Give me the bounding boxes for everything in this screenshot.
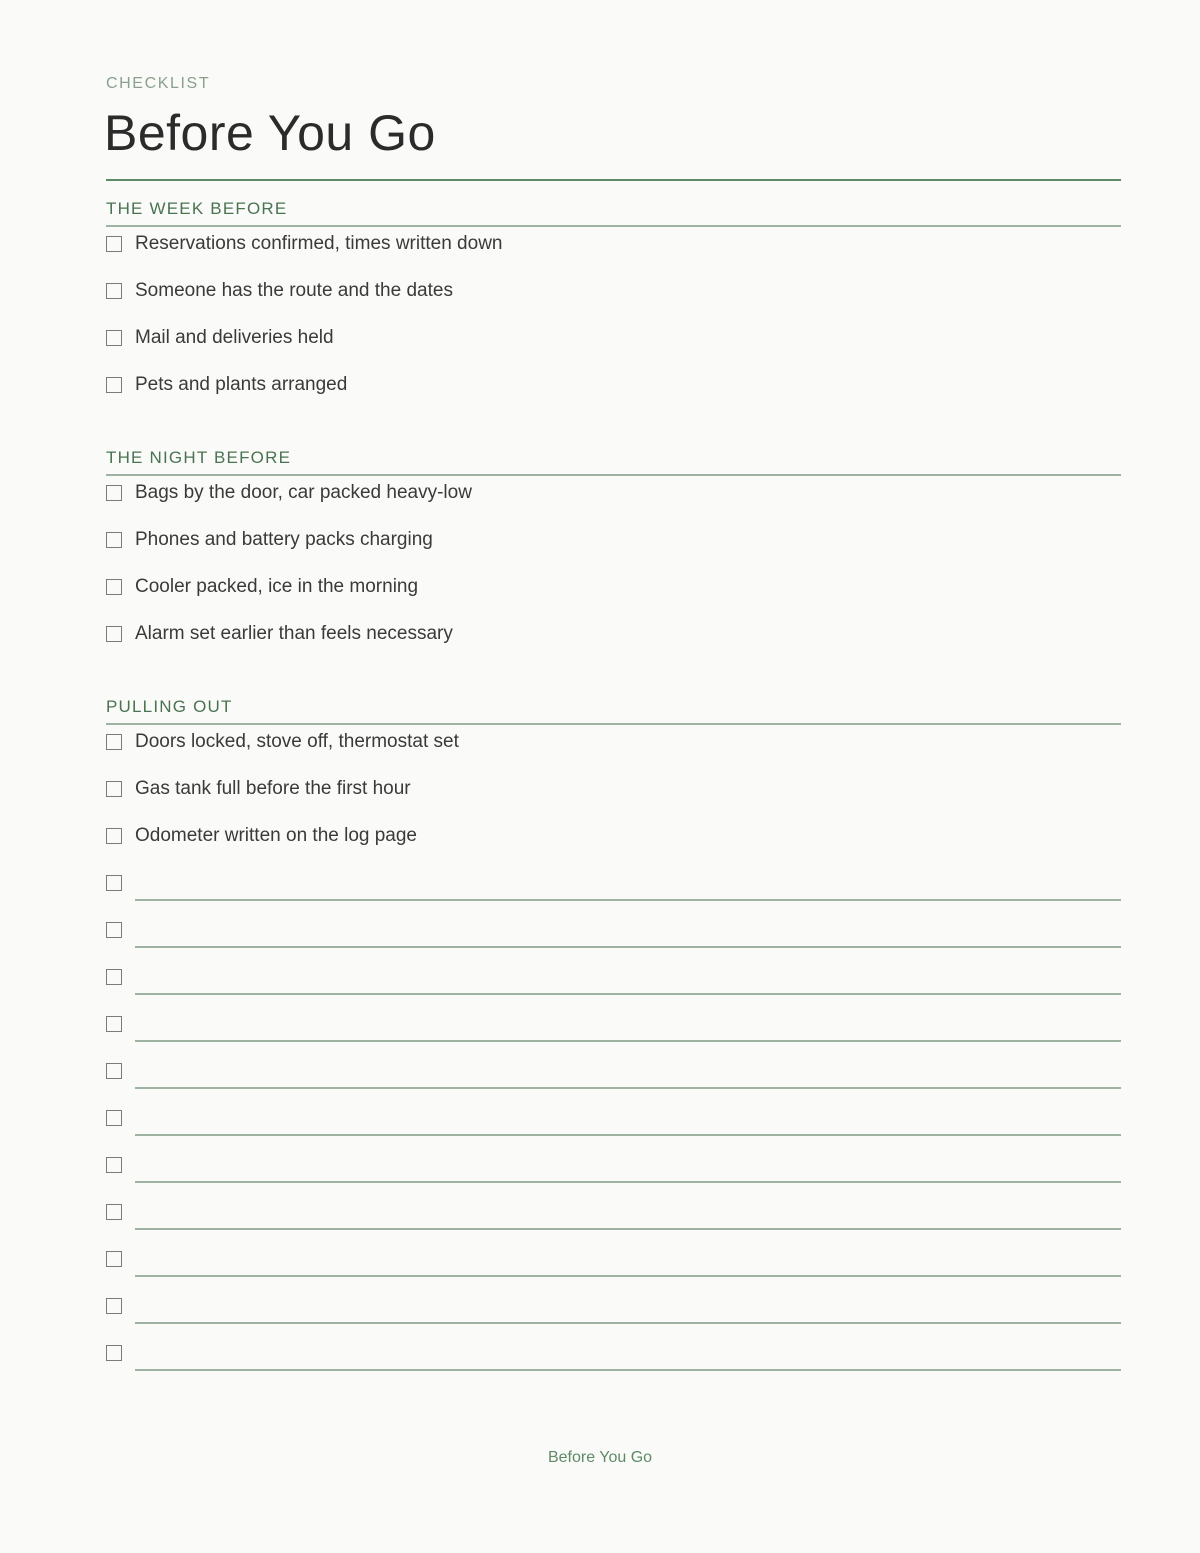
checklist-item <box>106 368 1121 415</box>
section-heading: THE NIGHT BEFORE <box>106 448 1121 476</box>
checklist-item <box>106 321 1121 368</box>
checklist-item <box>106 570 1121 617</box>
write-in-line[interactable] <box>135 1369 1121 1371</box>
section-pulling-out <box>106 697 1121 1383</box>
checklist-item <box>106 617 1121 664</box>
checklist-item <box>106 227 1121 274</box>
checkbox[interactable] <box>106 579 122 595</box>
checklist-item-label: Someone has the route and the dates <box>135 280 453 301</box>
page-footer: Before You Go <box>547 1449 653 1466</box>
checkbox[interactable] <box>106 626 122 642</box>
write-in-line[interactable] <box>135 1134 1121 1136</box>
blank-items-list <box>106 866 1121 1383</box>
blank-checklist-item <box>106 1289 1121 1336</box>
section-heading: THE WEEK BEFORE <box>106 199 1121 227</box>
page-title: Before You Go <box>104 105 436 161</box>
checklist-item <box>106 476 1121 523</box>
checkbox[interactable] <box>106 1345 122 1361</box>
blank-checklist-item <box>106 1195 1121 1242</box>
checklist-item <box>106 274 1121 321</box>
checklist-item-label: Phones and battery packs charging <box>135 529 433 550</box>
checkbox[interactable] <box>106 330 122 346</box>
write-in-line[interactable] <box>135 1040 1121 1042</box>
write-in-line[interactable] <box>135 1275 1121 1277</box>
checklist-item-label: Cooler packed, ice in the morning <box>135 576 419 597</box>
checkbox[interactable] <box>106 1298 122 1314</box>
checklist-item-label: Gas tank full before the first hour <box>135 778 411 799</box>
blank-checklist-item <box>106 866 1121 913</box>
blank-checklist-item <box>106 913 1121 960</box>
checkbox[interactable] <box>106 1016 122 1032</box>
page-eyebrow: CHECKLIST <box>106 75 211 92</box>
write-in-line[interactable] <box>135 993 1121 995</box>
checklist-item <box>106 819 1121 866</box>
blank-checklist-item <box>106 960 1121 1007</box>
checkbox[interactable] <box>106 283 122 299</box>
blank-checklist-item <box>106 1242 1121 1289</box>
checklist-item-label: Mail and deliveries held <box>135 327 334 348</box>
checkbox[interactable] <box>106 1063 122 1079</box>
checkbox[interactable] <box>106 1110 122 1126</box>
checkbox[interactable] <box>106 734 122 750</box>
checkbox[interactable] <box>106 922 122 938</box>
checklist-item-label: Bags by the door, car packed heavy-low <box>135 482 472 503</box>
section-week-before <box>106 199 1121 415</box>
checklist-item <box>106 725 1121 772</box>
blank-checklist-item <box>106 1007 1121 1054</box>
write-in-line[interactable] <box>135 899 1121 901</box>
checkbox[interactable] <box>106 485 122 501</box>
write-in-line[interactable] <box>135 1181 1121 1183</box>
checklist-item-label: Pets and plants arranged <box>135 374 348 395</box>
write-in-line[interactable] <box>135 1087 1121 1089</box>
section-night-before <box>106 448 1121 664</box>
write-in-line[interactable] <box>135 1322 1121 1324</box>
blank-checklist-item <box>106 1054 1121 1101</box>
checklist-item <box>106 772 1121 819</box>
checkbox[interactable] <box>106 1157 122 1173</box>
checkbox[interactable] <box>106 236 122 252</box>
checklist-item-label: Odometer written on the log page <box>135 825 418 846</box>
checklist-item-label: Alarm set earlier than feels necessary <box>135 623 453 644</box>
checklist-item <box>106 523 1121 570</box>
title-divider <box>106 179 1121 181</box>
write-in-line[interactable] <box>135 946 1121 948</box>
checklist-item-label: Reservations confirmed, times written down <box>135 233 503 254</box>
section-heading: PULLING OUT <box>106 697 1121 725</box>
blank-checklist-item <box>106 1101 1121 1148</box>
blank-checklist-item <box>106 1148 1121 1195</box>
checkbox[interactable] <box>106 377 122 393</box>
checkbox[interactable] <box>106 969 122 985</box>
write-in-line[interactable] <box>135 1228 1121 1230</box>
checkbox[interactable] <box>106 532 122 548</box>
blank-checklist-item <box>106 1336 1121 1383</box>
checkbox[interactable] <box>106 875 122 891</box>
checkbox[interactable] <box>106 1251 122 1267</box>
checklist-item-label: Doors locked, stove off, thermostat set <box>135 731 459 752</box>
checkbox[interactable] <box>106 828 122 844</box>
checkbox[interactable] <box>106 1204 122 1220</box>
checkbox[interactable] <box>106 781 122 797</box>
